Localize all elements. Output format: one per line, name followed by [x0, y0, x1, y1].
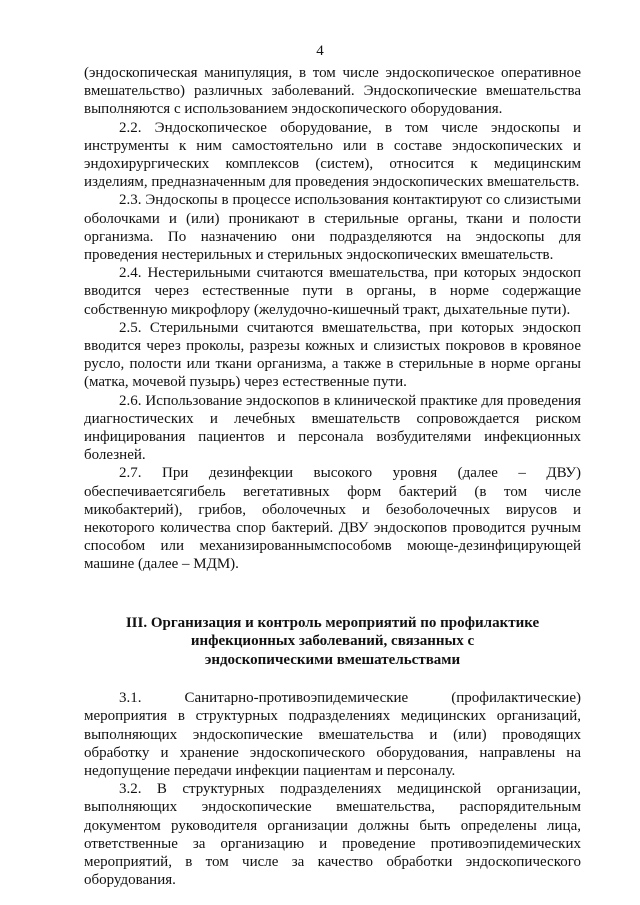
paragraph-2-3: 2.3. Эндоскопы в процессе использования контактируют со слизистыми оболочками и (или) проникают в стерильные органы, ткани и полости организма. По назначению они подразделяются на эндоскопы для проведения нестерильных и стерильных эндоскопических вмешательств.	[84, 192, 581, 264]
document-text-body	[84, 64, 581, 889]
paragraph-2-5: 2.5. Стерильными считаются вмешательства, при которых эндоскоп вводится через проколы, разрезы кожных и слизистых покровов в кровяное русло, полости или ткани организма, а также в стерильные в норме органы (матка, мочевой пузырь) через естественные пути.	[84, 319, 581, 391]
paragraph-2-6: 2.6. Использование эндоскопов в клинической практике для проведения диагностических и лечебных вмешательств сопровождается риском инфицирования пациентов и персонала возбудителями инфекционных болезней.	[84, 392, 581, 464]
section-heading-line: эндоскопическими вмешательствами	[204, 651, 461, 668]
section-heading-line: III. Организация и контроль мероприятий по профилактике	[125, 614, 540, 631]
paragraph-2-4: 2.4. Нестерильными считаются вмешательства, при которых эндоскоп вводится через естественные пути в органы, в норме содержащие собственную микрофлору (желудочно-кишечный тракт, дыхательные пути).	[84, 265, 581, 318]
page-number: 4	[316, 43, 324, 59]
paragraph-2-1-continuation: (эндоскопическая манипуляция, в том числе эндоскопическое оперативное вмешательство) различных заболеваний. Эндоскопические вмешательства выполняются с использованием эндоскопического оборудования.	[84, 65, 581, 118]
paragraph-2-2: 2.2. Эндоскопическое оборудование, в том числе эндоскопы и инструменты к ним самостоятельно или в составе эндоскопических и эндохирургических комплексов (систем), относится к медицинским изделиям, предназначенным для проведения эндоскопических вмешательств.	[84, 119, 581, 191]
paragraph-3-2: 3.2. В структурных подразделениях медицинской организации, выполняющих эндоскопические вмешательства, распорядительным документом руководителя организации должны быть определены лица, ответственные за организацию и проведение противоэпидемических мероприятий, в том числе за качество обработки эндоскопического оборудования.	[84, 781, 581, 889]
paragraph-3-1: 3.1. Санитарно-противоэпидемические (профилактические) мероприятия в структурных подразделениях медицинских организаций, выполняющих эндоскопические вмешательства и (или) проводящих обработку и хранение эндоскопического оборудования, направлены на недопущение передачи инфекции пациентам и персоналу.	[84, 690, 581, 779]
paragraph-2-7: 2.7. При дезинфекции высокого уровня (далее – ДВУ) обеспечиваетсягибель вегетативных форм бактерий (в том числе микобактерий), грибов, оболочечных и безоболочечных вирусов и некоторого количества спор бактерий. ДВУ эндоскопов проводится ручным способом или механизированнымспособомв моюще-дезинфицирующей машине (далее – МДМ).	[84, 465, 581, 573]
section-heading	[84, 614, 581, 670]
section-heading-line: инфекционных заболеваний, связанных с	[190, 633, 475, 650]
